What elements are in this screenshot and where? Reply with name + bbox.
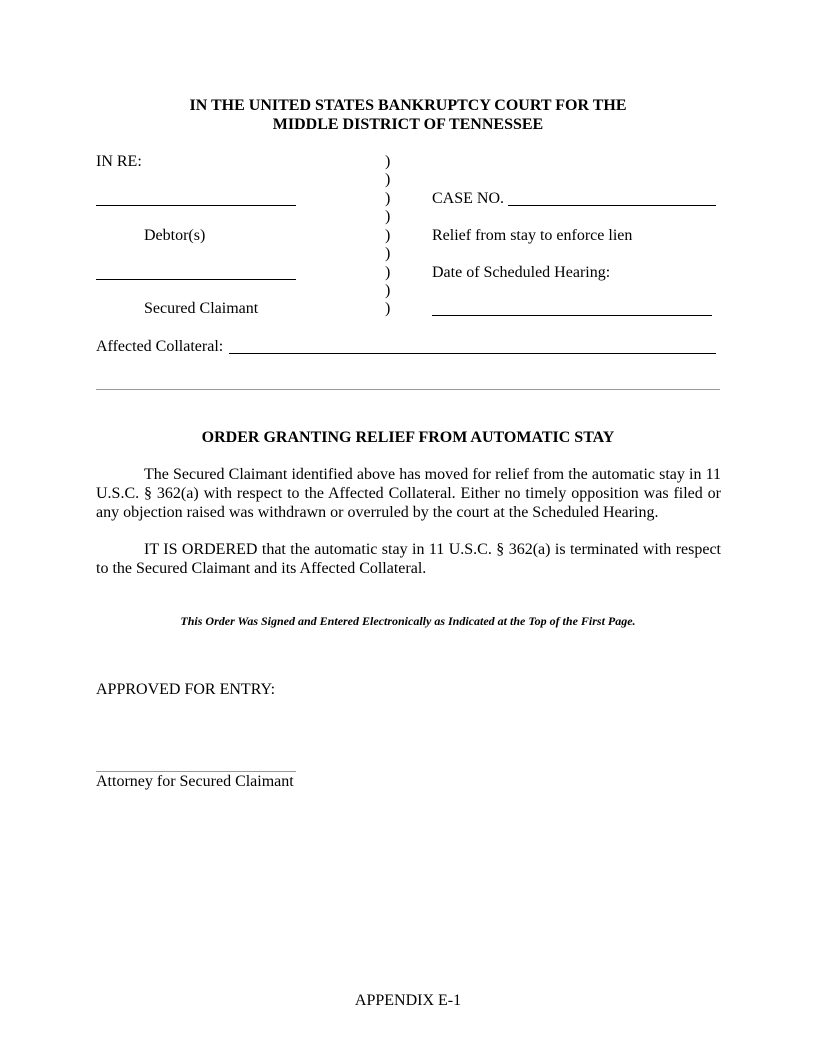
order-paragraph-2-text: IT IS ORDERED that the automatic stay in 11 U.S.C. § 362(a) is terminated with respect to the Secured Claimant and its Affected Collateral. <box>96 541 721 577</box>
order-paragraph-1 <box>96 465 721 522</box>
electronic-signature-note: This Order Was Signed and Entered Electronically as Indicated at the Top of the First Page. <box>180 614 636 628</box>
case-no-label: CASE NO. <box>432 190 505 207</box>
caption-paren: ) <box>385 171 391 188</box>
debtor-label: Debtor(s) <box>144 227 206 244</box>
secured-claimant-label: Secured Claimant <box>144 300 259 317</box>
hearing-date-label: Date of Scheduled Hearing: <box>432 264 611 281</box>
hearing-date-line[interactable] <box>432 315 712 316</box>
caption-paren: ) <box>385 208 391 225</box>
case-no-line[interactable] <box>508 205 716 206</box>
caption-paren: ) <box>385 227 391 244</box>
order-paragraph-2 <box>96 540 721 578</box>
in-re-label: IN RE: <box>96 153 142 170</box>
court-title-line2: MIDDLE DISTRICT OF TENNESSEE <box>272 116 544 133</box>
caption-paren: ) <box>385 264 391 281</box>
affected-collateral-label: Affected Collateral: <box>96 338 224 355</box>
affected-collateral-line[interactable] <box>229 353 716 354</box>
caption-paren: ) <box>385 190 391 207</box>
caption-paren: ) <box>385 282 391 299</box>
relief-text: Relief from stay to enforce lien <box>432 227 633 244</box>
debtor-name-line[interactable] <box>96 205 296 206</box>
attorney-label: Attorney for Secured Claimant <box>96 773 294 790</box>
claimant-name-line[interactable] <box>96 279 296 280</box>
order-title: ORDER GRANTING RELIEF FROM AUTOMATIC STAY <box>201 429 615 446</box>
affected-collateral-line-2[interactable] <box>96 389 720 390</box>
caption-paren: ) <box>385 153 391 170</box>
court-title-line1: IN THE UNITED STATES BANKRUPTCY COURT FOR THE <box>189 97 627 114</box>
appendix-label: APPENDIX E-1 <box>354 992 462 1009</box>
attorney-signature-line[interactable] <box>96 771 296 772</box>
order-paragraph-1-text: The Secured Claimant identified above has moved for relief from the automatic stay in 11 U.S.C. § 362(a) with respect to the Affected Collateral. Either no timely opposition was filed or any objection raised was withdrawn or overruled by the court at the Scheduled Hearing. <box>96 466 721 521</box>
caption-paren: ) <box>385 245 391 262</box>
caption-paren: ) <box>385 300 391 317</box>
approved-for-entry-label: APPROVED FOR ENTRY: <box>96 681 276 698</box>
